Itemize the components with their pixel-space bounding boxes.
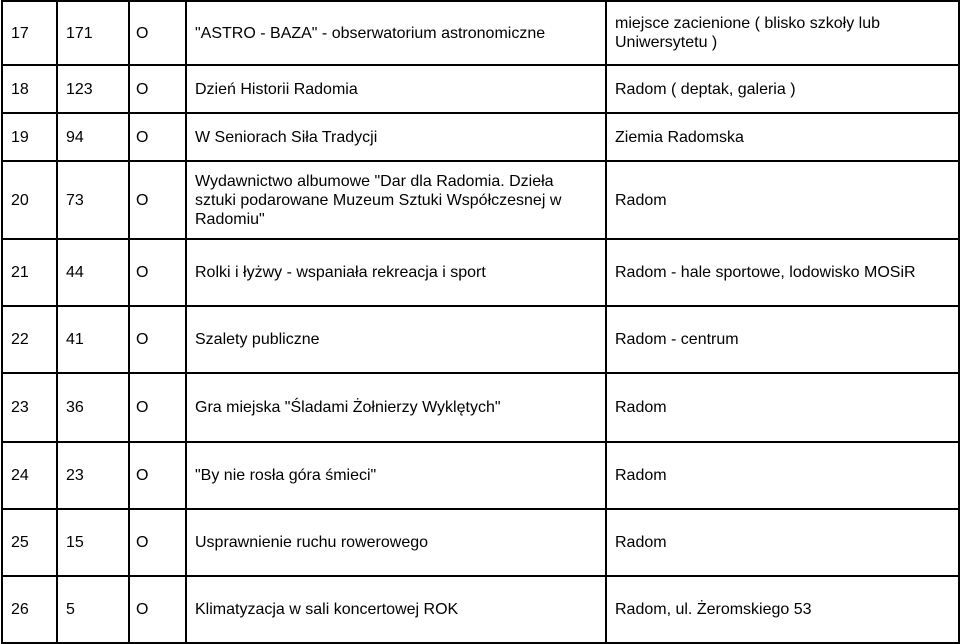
- row-category: O: [129, 373, 186, 442]
- row-category: O: [129, 442, 186, 509]
- row-points: 5: [57, 576, 129, 643]
- row-title: Dzień Historii Radomia: [186, 65, 606, 113]
- row-points: 44: [57, 239, 129, 306]
- row-points: 73: [57, 161, 129, 239]
- row-points: 23: [57, 442, 129, 509]
- row-title: Gra miejska "Śladami Żołnierzy Wyklętych": [186, 373, 606, 442]
- table-row: [2, 306, 959, 373]
- projects-table: [1, 0, 960, 644]
- row-title: Szalety publiczne: [186, 306, 606, 373]
- row-title: Wydawnictwo albumowe "Dar dla Radomia. Dzieła sztuki podarowane Muzeum Sztuki Współczesnej w Radomiu": [186, 161, 606, 239]
- table-row: [2, 373, 959, 442]
- row-category: O: [129, 1, 186, 65]
- table-row: [2, 239, 959, 306]
- row-points: 123: [57, 65, 129, 113]
- row-category: O: [129, 161, 186, 239]
- row-location: Radom: [606, 509, 959, 576]
- row-number: 26: [2, 576, 57, 643]
- row-points: 171: [57, 1, 129, 65]
- row-location: Radom: [606, 373, 959, 442]
- row-location: Radom, ul. Żeromskiego 53: [606, 576, 959, 643]
- row-points: 36: [57, 373, 129, 442]
- row-points: 15: [57, 509, 129, 576]
- row-category: O: [129, 509, 186, 576]
- row-location: Radom - centrum: [606, 306, 959, 373]
- table-row: [2, 442, 959, 509]
- row-number: 21: [2, 239, 57, 306]
- row-title: Klimatyzacja w sali koncertowej ROK: [186, 576, 606, 643]
- row-number: 17: [2, 1, 57, 65]
- row-number: 25: [2, 509, 57, 576]
- row-number: 20: [2, 161, 57, 239]
- table-row: [2, 113, 959, 161]
- row-title: Rolki i łyżwy - wspaniała rekreacja i sport: [186, 239, 606, 306]
- row-number: 18: [2, 65, 57, 113]
- row-number: 19: [2, 113, 57, 161]
- row-points: 41: [57, 306, 129, 373]
- row-title: W Seniorach Siła Tradycji: [186, 113, 606, 161]
- row-location: Ziemia Radomska: [606, 113, 959, 161]
- table-row: [2, 1, 959, 65]
- row-location: miejsce zacienione ( blisko szkoły lub Uniwersytetu ): [606, 1, 959, 65]
- table-row: [2, 65, 959, 113]
- row-number: 23: [2, 373, 57, 442]
- row-number: 22: [2, 306, 57, 373]
- row-location: Radom: [606, 442, 959, 509]
- row-title: Usprawnienie ruchu rowerowego: [186, 509, 606, 576]
- row-points: 94: [57, 113, 129, 161]
- row-title: "By nie rosła góra śmieci": [186, 442, 606, 509]
- row-category: O: [129, 306, 186, 373]
- row-location: Radom - hale sportowe, lodowisko MOSiR: [606, 239, 959, 306]
- row-category: O: [129, 239, 186, 306]
- row-number: 24: [2, 442, 57, 509]
- table-row: [2, 161, 959, 239]
- table-row: [2, 576, 959, 643]
- row-title: "ASTRO - BAZA" - obserwatorium astronomiczne: [186, 1, 606, 65]
- row-category: O: [129, 113, 186, 161]
- row-location: Radom: [606, 161, 959, 239]
- row-category: O: [129, 65, 186, 113]
- row-category: O: [129, 576, 186, 643]
- row-location: Radom ( deptak, galeria ): [606, 65, 959, 113]
- table-row: [2, 509, 959, 576]
